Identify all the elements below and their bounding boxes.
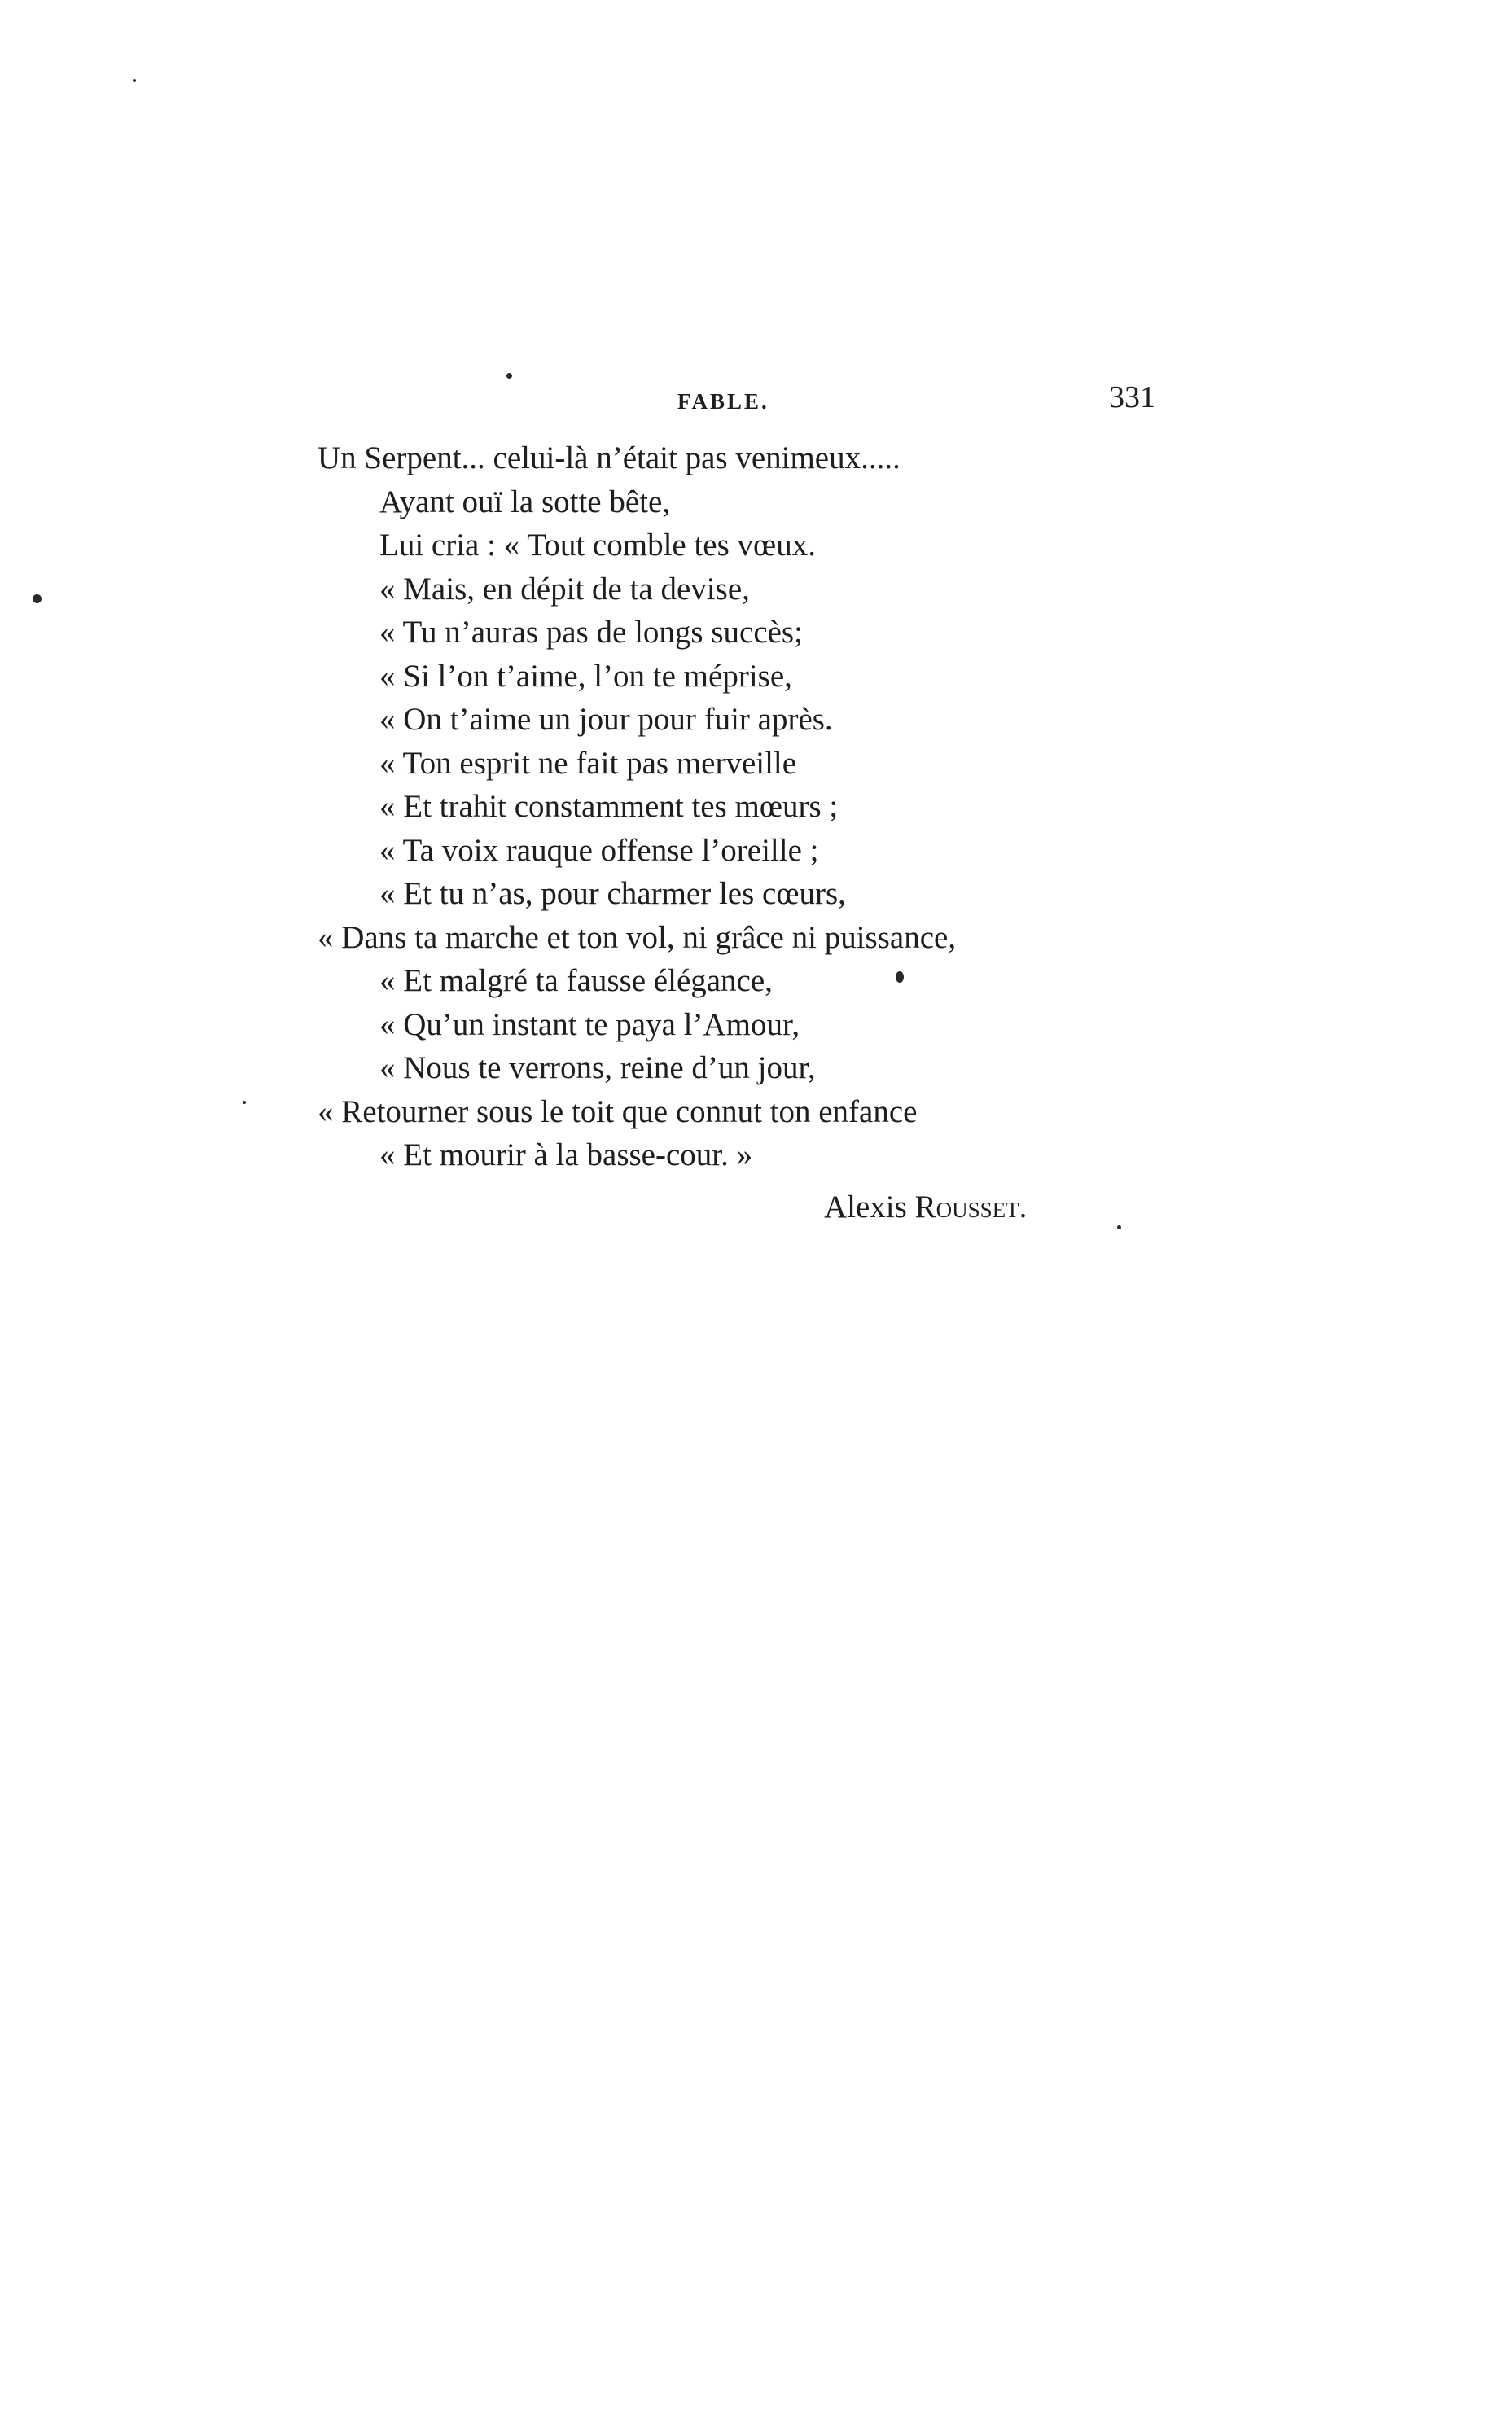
poem-line: « Et mourir à la basse-cour. » bbox=[379, 1137, 753, 1172]
poem-line: « Si l’on t’aime, l’on te méprise, bbox=[379, 658, 792, 694]
poem-line: Un Serpent... celui-là n’était pas venimeux..... bbox=[318, 440, 901, 475]
author-signature bbox=[824, 1189, 1027, 1225]
scan-speck bbox=[896, 971, 904, 983]
scan-speck bbox=[133, 79, 136, 82]
scan-speck bbox=[243, 1101, 246, 1104]
poem-line: « Dans ta marche et ton vol, ni grâce ni puissance, bbox=[318, 919, 957, 955]
author-last-name: Rousset. bbox=[914, 1190, 1028, 1225]
poem-line: « Et trahit constamment tes mœurs ; bbox=[379, 789, 839, 824]
poem-line: Ayant ouï la sotte bête, bbox=[379, 484, 671, 519]
poem-line: « Qu’un instant te paya l’Amour, bbox=[379, 1006, 800, 1042]
scan-speck bbox=[33, 594, 42, 603]
poem bbox=[318, 436, 1213, 1177]
page-number: 331 bbox=[1109, 380, 1155, 414]
poem-line: Lui cria : « Tout comble tes vœux. bbox=[379, 528, 816, 563]
poem-line: « Nous te verrons, reine d’un jour, bbox=[379, 1050, 816, 1085]
poem-line: « On t’aime un jour pour fuir après. bbox=[379, 702, 833, 737]
scan-speck bbox=[506, 373, 512, 379]
running-head: FABLE. bbox=[677, 389, 769, 414]
scan-speck bbox=[1117, 1225, 1121, 1229]
poem-line: « Tu n’auras pas de longs succès; bbox=[379, 615, 803, 650]
poem-line: « Ta voix rauque offense l’oreille ; bbox=[379, 832, 819, 868]
poem-line: « Ton esprit ne fait pas merveille bbox=[379, 745, 797, 781]
poem-line: « Mais, en dépit de ta devise, bbox=[379, 571, 750, 607]
poem-line: « Et tu n’as, pour charmer les cœurs, bbox=[379, 876, 846, 911]
author-first-name: Alexis bbox=[824, 1190, 907, 1225]
poem-line: « Et malgré ta fausse élégance, bbox=[379, 963, 773, 998]
poem-line: « Retourner sous le toit que connut ton enfance bbox=[318, 1093, 918, 1129]
